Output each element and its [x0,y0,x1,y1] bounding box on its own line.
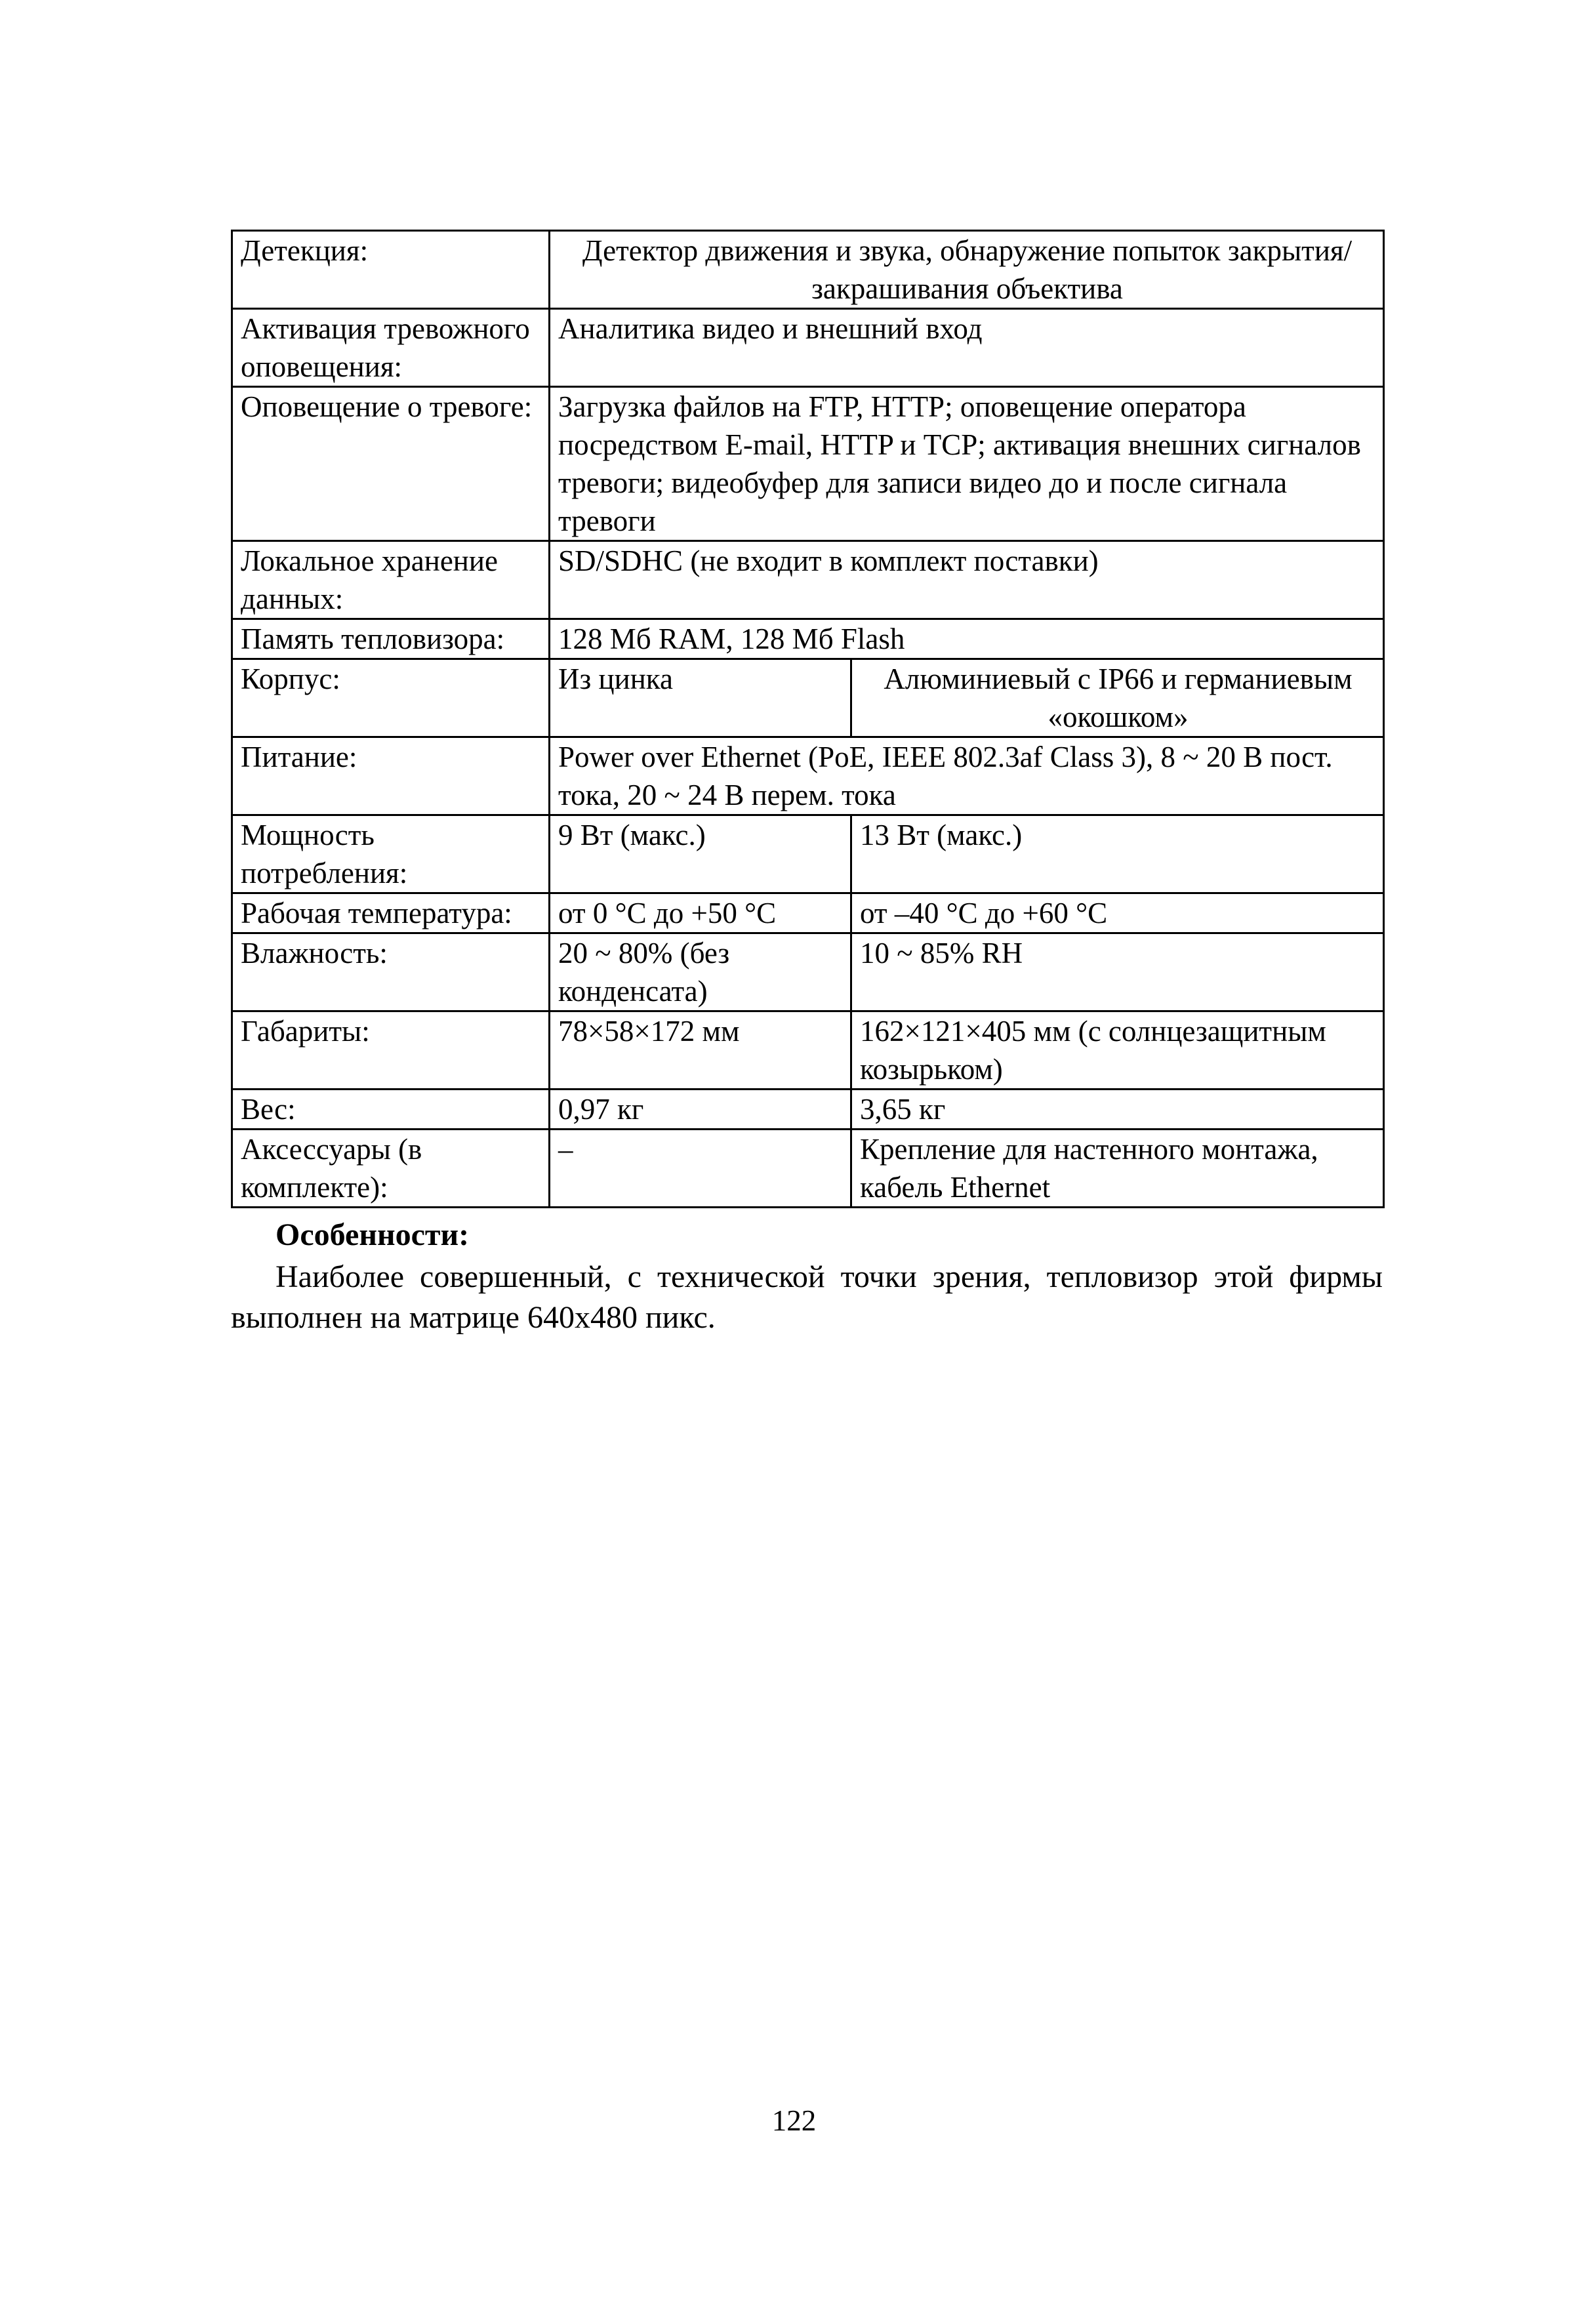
row-label: Аксессуары (в комплекте): [232,1130,550,1208]
row-value: Загрузка файлов на FTP, HTTP; оповещение оператора посредством E-mail, HTTP и TCP; активация внешних сигналов тревоги; видеобуфер для записи видео до и после сигнала тревоги [550,387,1384,541]
row-value-model-a: Из цинка [550,659,851,737]
table-row [232,659,1384,737]
row-label: Вес: [232,1090,550,1130]
row-label: Габариты: [232,1011,550,1090]
row-value-model-b: 13 Вт (макс.) [851,815,1384,893]
row-label: Активация тревожного оповещения: [232,309,550,387]
row-value-model-b: Крепление для настенного монтажа, кабель Ethernet [851,1130,1384,1208]
row-value: 128 Мб RAM, 128 Мб Flash [550,619,1384,659]
row-value-model-a: 9 Вт (макс.) [550,815,851,893]
row-value-model-b: 3,65 кг [851,1090,1384,1130]
row-value: Детектор движения и звука, обнаружение попыток закрытия/закрашивания объектива [550,231,1384,309]
table-row [232,619,1384,659]
row-label: Влажность: [232,933,550,1011]
page-number: 122 [771,2104,817,2137]
table-row [232,231,1384,309]
row-value: Аналитика видео и внешний вход [550,309,1384,387]
row-label: Мощность потребления: [232,815,550,893]
features-heading: Особенности: [275,1217,470,1252]
table-row [232,737,1384,815]
row-value-model-b: Алюминиевый с IP66 и германиевым «окошком» [851,659,1384,737]
row-value-model-a: 20 ~ 80% (без конденсата) [550,933,851,1011]
row-value-model-b: 162×121×405 мм (с солнцезащитным козырьком) [851,1011,1384,1090]
row-value: Power over Ethernet (PoE, IEEE 802.3af Class 3), 8 ~ 20 В пост. тока, 20 ~ 24 В перем. тока [550,737,1384,815]
row-label: Детекция: [232,231,550,309]
features-section [231,1215,1383,1338]
row-value-model-b: 10 ~ 85% RH [851,933,1384,1011]
row-value-model-a: 0,97 кг [550,1090,851,1130]
row-label: Питание: [232,737,550,815]
table-row [232,1130,1384,1208]
table-row [232,933,1384,1011]
table-row [232,893,1384,933]
features-paragraph: Наиболее совершенный, с технической точки зрения, тепловизор этой фирмы выполнен на матрице 640х480 пикс. [231,1259,1383,1335]
table-row [232,815,1384,893]
table-row [232,309,1384,387]
row-value-model-a: – [550,1130,851,1208]
table-row [232,541,1384,619]
row-value: SD/SDHC (не входит в комплект поставки) [550,541,1384,619]
specifications-table [231,230,1385,1208]
row-label: Память тепловизора: [232,619,550,659]
table-row [232,1011,1384,1090]
row-label: Оповещение о тревоге: [232,387,550,541]
row-label: Рабочая температура: [232,893,550,933]
row-label: Корпус: [232,659,550,737]
row-value-model-a: 78×58×172 мм [550,1011,851,1090]
row-value-model-a: от 0 °С до +50 °С [550,893,851,933]
table-row [232,1090,1384,1130]
row-label: Локальное хранение данных: [232,541,550,619]
table-row [232,387,1384,541]
row-value-model-b: от –40 °С до +60 °С [851,893,1384,933]
